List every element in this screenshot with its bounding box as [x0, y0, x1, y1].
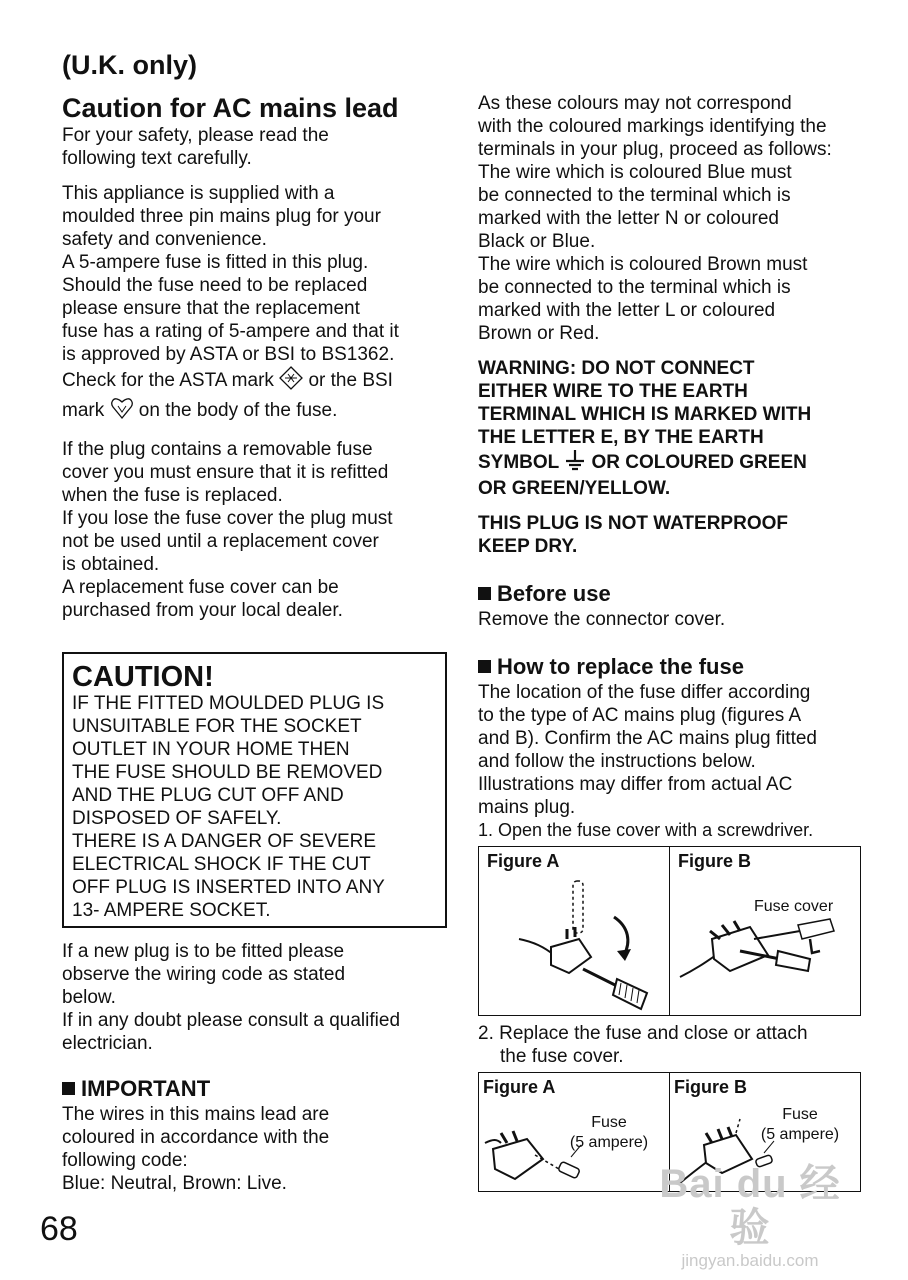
baidu-watermark: Bai du 经验 jingyan.baidu.com — [659, 1162, 841, 1270]
page-number: 68 — [40, 1210, 78, 1248]
bsi-kitemark-icon — [110, 396, 134, 426]
before-use-heading: Before use — [478, 580, 863, 608]
caution-box: CAUTION! IF THE FITTED MOULDED PLUG IS UNSUITABLE FOR THE SOCKET OUTLET IN YOUR HOME THEN THE FUSE SHOULD BE REMOVED AND THE PLUG CUT OFF AND DISPOSED OF SAFELY. THERE IS A DANGER OF SEVERE ELECTRICAL SHOCK IF THE CUT OFF PLUG IS INSERTED INTO ANY 13- AMPERE SOCKET. — [62, 652, 447, 928]
earth-symbol-icon — [564, 449, 586, 477]
replace-fuse-heading: How to replace the fuse — [478, 653, 863, 681]
intro-paragraph: For your safety, please read the following text carefully. — [62, 125, 329, 169]
plug-b-screwdriver-illustration — [670, 847, 860, 1015]
left-column — [62, 48, 447, 1195]
waterproof-warning: THIS PLUG IS NOT WATERPROOF KEEP DRY. — [478, 513, 788, 557]
new-plug-paragraph: If a new plug is to be fitted please observe the wiring code as stated below. If in any doubt please consult a qualified electrician. — [62, 941, 401, 1054]
bullet-square-icon — [62, 1082, 75, 1095]
before-use-text: Remove the connector cover. — [478, 609, 726, 630]
wire-code-paragraph: The wires in this mains lead are coloured in accordance with the following code: Blue: Neutral, Brown: Live. — [62, 1104, 330, 1194]
asta-mark-icon — [279, 366, 303, 396]
caution-title: CAUTION! — [72, 661, 214, 693]
plug-fuse-illustration-a — [479, 1073, 667, 1191]
bsi-line: mark on the body of the fuse. — [62, 396, 447, 426]
replace-fuse-paragraph: The location of the fuse differ according to the type of AC mains plug (figures A and B). Confirm the AC mains plug fitted and follow the instructions below. Illustrations may differ from actual AC mains plug. — [478, 682, 817, 818]
figure-b-step1: Figure B Fuse cover — [669, 847, 860, 1015]
fuse-cover-caption: Fuse cover — [754, 898, 834, 915]
fuse-cover-paragraph: If the plug contains a removable fuse cover you must ensure that it is refitted when the fuse is replaced. If you lose the fuse cover the plug must not be used until a replacement cover is obtained. A replacement fuse cover can be purchased from your local dealer. — [62, 439, 393, 621]
right-column — [478, 92, 863, 1192]
bullet-square-icon — [478, 587, 491, 600]
figure-table-step1 — [478, 846, 861, 1016]
terminal-paragraph: As these colours may not correspond with the coloured markings identifying the terminals in your plug, proceed as follows: The wire which is coloured Blue must be connected to the terminal which is marked with the letter N or coloured Black or Blue. The wire which is coloured Brown must be connected to the terminal which is marked with the letter L or coloured Brown or Red. — [478, 93, 832, 344]
plug-paragraph: This appliance is supplied with a moulded three pin mains plug for your safety and convenience. A 5-ampere fuse is fitted in this plug. Should the fuse need to be replaced please ensure that the replacement fuse has a rating of 5-ampere and that it is approved by ASTA or BSI to BS1362. Check for the ASTA mark or the BSI mark on the body of the fuse. — [62, 182, 447, 426]
region-heading: (U.K. only) — [62, 50, 197, 80]
figure-a-step2: Figure A Fuse (5 ampere) — [479, 1073, 669, 1191]
asta-line: Check for the ASTA mark or the BSI — [62, 366, 447, 396]
important-heading: IMPORTANT — [62, 1075, 447, 1103]
fuse-caption-b: Fuse (5 ampere) — [760, 1106, 840, 1143]
earth-warning: WARNING: DO NOT CONNECT EITHER WIRE TO THE EARTH TERMINAL WHICH IS MARKED WITH THE LETTER E, BY THE EARTH SYMBOL OR COLOURED GREEN OR GREEN/YELLOW. — [478, 358, 812, 499]
plug-screwdriver-illustration — [479, 847, 667, 1015]
page-title: Caution for AC mains lead — [62, 93, 399, 123]
bullet-square-icon — [478, 660, 491, 673]
fuse-caption-a: Fuse (5 ampere) — [569, 1114, 649, 1151]
figure-a-step1: Figure A — [479, 847, 669, 1015]
figure-b-step2: Figure B Fuse (5 ampere) — [669, 1073, 860, 1191]
step-2: 2. Replace the fuse and close or attach the fuse cover. — [478, 1023, 808, 1067]
step-1: 1. Open the fuse cover with a screwdriver. — [478, 820, 814, 840]
